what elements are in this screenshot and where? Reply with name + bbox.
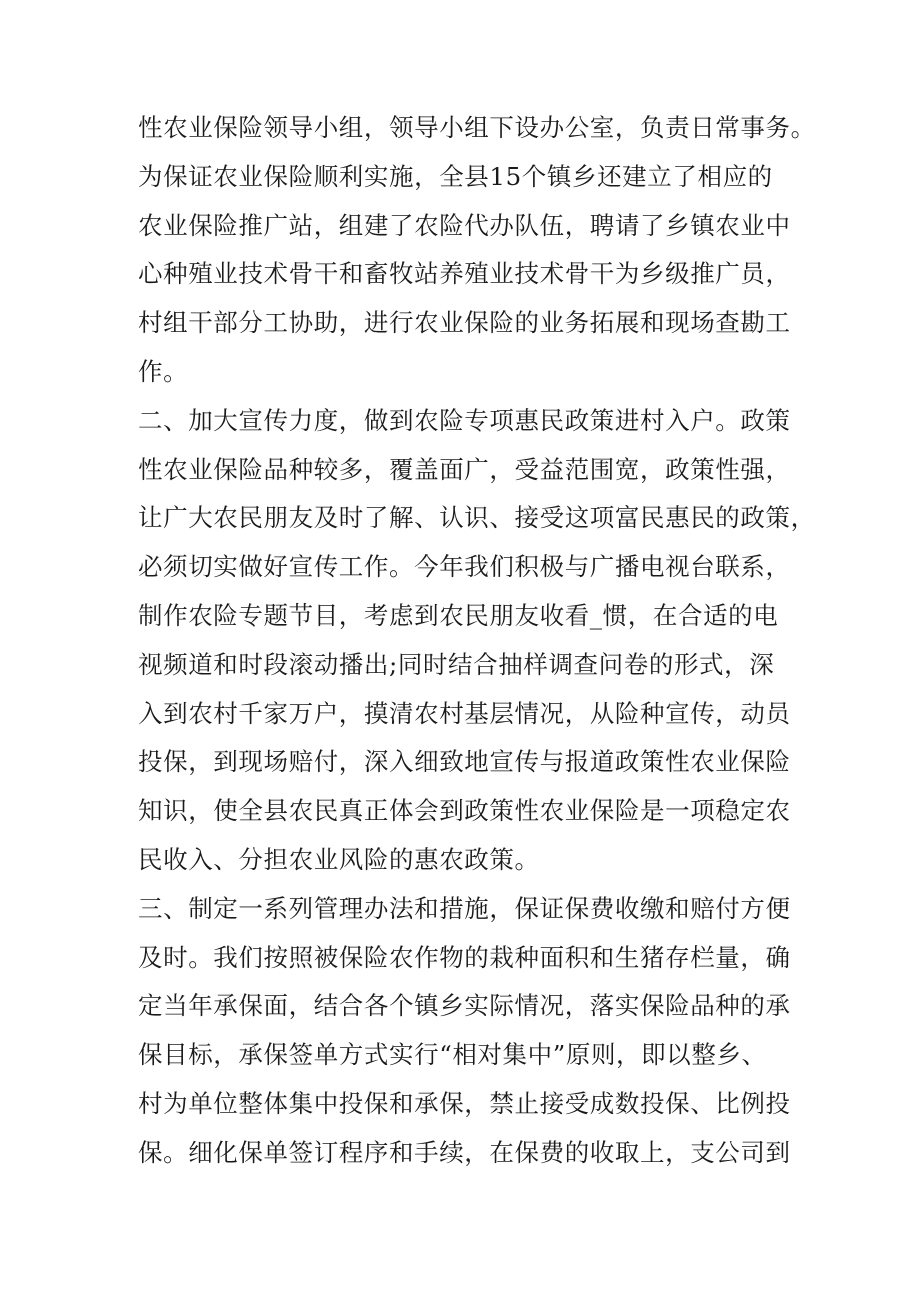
text-line: 入到农村千家万户，摸清农村基层情况，从险种宣传，动员 [138,698,791,728]
text-line: 知识，使全县农民真正体会到政策性农业保险是一项稳定农 [138,796,791,826]
text-line: 视频道和时段滚动播出;同时结合抽样调查问卷的形式，深 [138,649,775,679]
text-line: 农业保险推广站，组建了农险代办队伍，聘请了乡镇农业中 [138,210,791,240]
text-line: 保目标，承保签单方式实行“相对集中”原则，即以整乡、 [138,1040,767,1070]
text-line: 三、制定一系列管理办法和措施，保证保费收缴和赔付方便 [138,893,791,923]
text-line: 心种殖业技术骨干和畜牧站养殖业技术骨干为乡级推广员， [138,259,791,289]
text-line: 保。细化保单签订程序和手续，在保费的收取上，支公司到 [138,1137,791,1167]
text-line: 民收入、分担农业风险的惠农政策。 [138,844,540,874]
text-line: 制作农险专题节目，考虑到农民朋友收看_惯，在合适的电 [138,600,779,630]
text-line: 必须切实做好宣传工作。今年我们积极与广播电视台联系， [138,552,791,582]
text-line: 为保证农业保险顺利实施，全县15个镇乡还建立了相应的 [138,161,773,191]
text-line: 性农业保险品种较多，覆盖面广，受益范围宽，政策性强， [138,454,791,484]
text-line: 定当年承保面，结合各个镇乡实际情况，落实保险品种的承 [138,991,791,1021]
text-line: 及时。我们按照被保险农作物的栽种面积和生猪存栏量，确 [138,942,791,972]
text-line: 作。 [138,356,189,386]
body-text [138,104,816,1178]
text-line: 让广大农民朋友及时了解、认识、接受这项富民惠民的政策， [138,503,816,533]
text-line: 性农业保险领导小组，领导小组下设办公室，负责日常事务。 [138,113,816,142]
text-line: 二、加大宣传力度，做到农险专项惠民政策进村入户。政策 [138,405,791,435]
text-line: 投保，到现场赔付，深入细致地宣传与报道政策性农业保险 [138,747,791,777]
text-line: 村组干部分工协助，进行农业保险的业务拓展和现场查勘工 [138,308,791,338]
text-line: 村为单位整体集中投保和承保，禁止接受成数投保、比例投 [138,1088,791,1118]
